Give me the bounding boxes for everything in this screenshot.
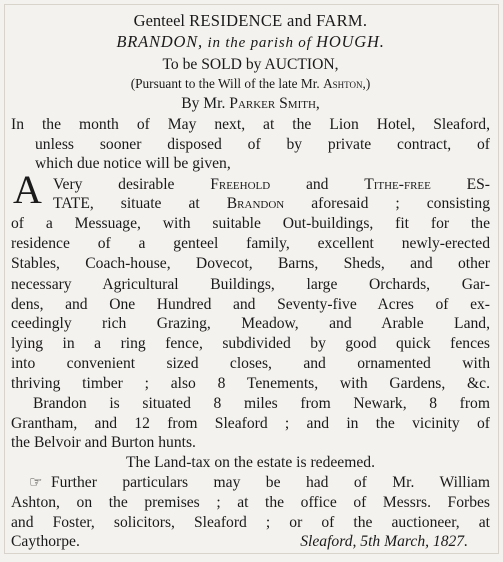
body-line-3: of a Messuage, with suitable Out-buildings, fit for the (11, 215, 490, 233)
body-line-1: Very desirable Freehold and Tithe-free ES- (53, 176, 491, 194)
intro-line-2: unless sooner disposed of by private contract, of (35, 135, 490, 153)
auction-notice (4, 4, 499, 554)
location-line-1: Brandon is situated 8 miles from Newark, 8 from (33, 395, 490, 413)
further-line-3: and Foster, solicitors, Sleaford ; or of the auctioneer, at (11, 513, 490, 531)
body-line-7: dens, and One Hundred and Seventy-five Acres of ex- (11, 295, 490, 313)
body-line-2: TATE, situate at Brandon aforesaid ; consisting (53, 195, 490, 213)
body-line-6: necessary Agricultural Buildings, large Orchards, Gar- (11, 275, 490, 293)
further-line-4: Caythorpe. Sleaford, 5th March, 1827. (11, 532, 468, 550)
body-line-4: residence of a genteel family, excellent newly-erected (11, 235, 490, 253)
title-line-1: Genteel RESIDENCE and FARM. (133, 10, 368, 30)
dateline: Sleaford, 5th March, 1827. (300, 532, 468, 550)
landtax-line: The Land-tax on the estate is redeemed. (126, 454, 375, 472)
title-line-3: To be SOLD by AUCTION, (162, 55, 339, 73)
body-line-8: ceedingly rich Grazing, Meadow, and Arable Land, (11, 314, 490, 332)
location-line-3: the Belvoir and Burton hunts. (11, 434, 196, 452)
body-line-9: lying in a ring fence, subdivided by good quick fences (11, 334, 490, 352)
body-line-5: Stables, Coach-house, Dovecot, Barns, Sheds, and other (11, 255, 490, 273)
title-line-4: (Pursuant to the Will of the late Mr. Ashton,) (130, 75, 371, 91)
location-line-2: Grantham, and 12 from Sleaford ; and in the vicinity of (11, 415, 490, 433)
further-line-2: Ashton, on the premises ; at the office of Messrs. Forbes (11, 494, 490, 512)
intro-line-1: In the month of May next, at the Lion Hotel, Sleaford, (11, 115, 490, 133)
title-line-2: BRANDON, in the parish of HOUGH. (116, 31, 385, 51)
title-line-5: By Mr. Parker Smith, (181, 94, 320, 112)
pointing-hand-icon: ☞ (29, 475, 43, 492)
body-line-11: thriving timber ; also 8 Tenements, with Gardens, &c. (11, 374, 490, 392)
drop-cap: A (13, 167, 42, 213)
further-line-1: ☞ Further particulars may be had of Mr. William (29, 474, 490, 492)
body-line-10: into convenient sized closes, and ornamented with (11, 354, 490, 372)
intro-line-3: which due notice will be given, (35, 155, 231, 173)
